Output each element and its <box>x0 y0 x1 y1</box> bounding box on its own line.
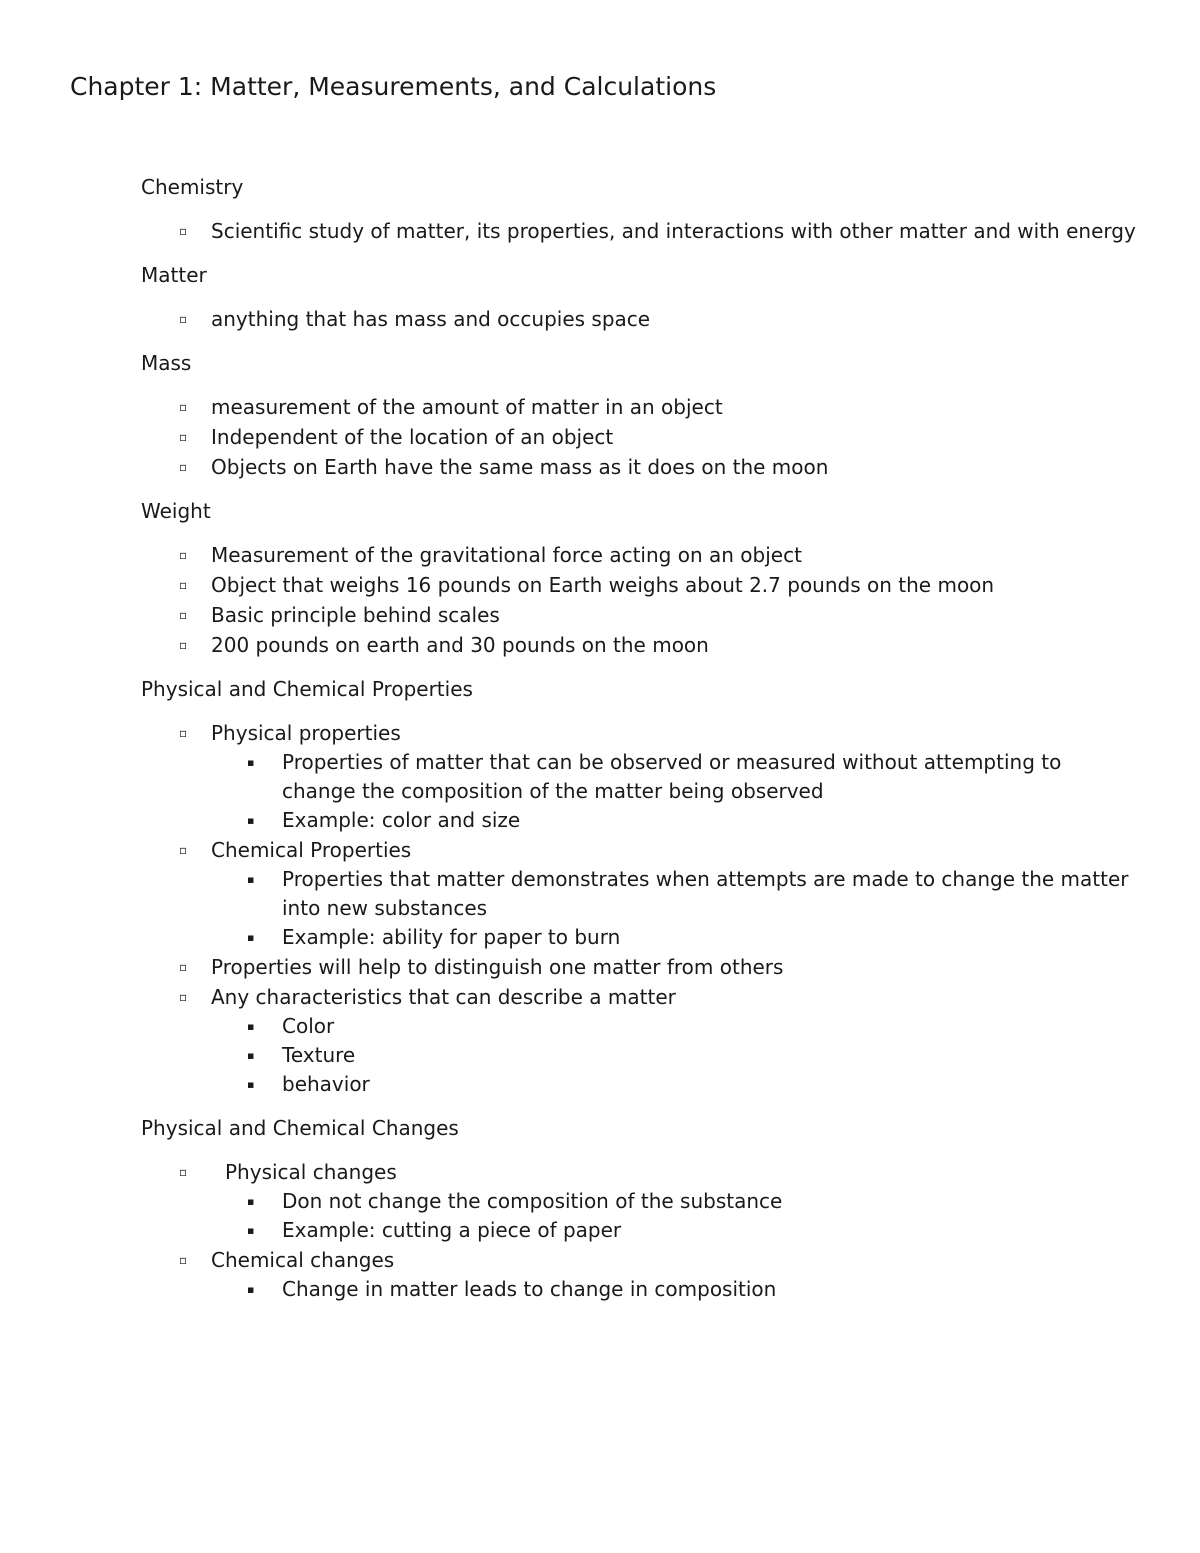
list-item-text: Objects on Earth have the same mass as it does on the moon <box>211 455 829 479</box>
sub-list-item <box>211 1216 1141 1245</box>
sub-list-item <box>211 1275 1141 1304</box>
square-bullet-icon: ▫ <box>179 638 188 652</box>
sub-list-item-text: Properties of matter that can be observed or measured without attempting to change the composition of the matter being observed <box>282 750 1062 803</box>
list-item <box>141 1245 1141 1304</box>
sub-list-item-text: Example: color and size <box>282 808 521 832</box>
list-item-text: Basic principle behind scales <box>211 603 500 627</box>
list-item <box>141 392 1141 422</box>
section-matter <box>141 260 1141 334</box>
section-chemistry <box>141 172 1141 246</box>
filled-square-bullet-icon: ▪ <box>247 814 255 827</box>
sub-list-item <box>211 865 1141 923</box>
sub-list-item-text: Properties that matter demonstrates when attempts are made to change the matter into new substances <box>282 867 1129 920</box>
sub-list-item-text: Color <box>282 1014 335 1038</box>
list-item-text: Object that weighs 16 pounds on Earth weighs about 2.7 pounds on the moon <box>211 573 995 597</box>
list-item <box>141 835 1141 952</box>
sub-list-item-text: Change in matter leads to change in composition <box>282 1277 777 1301</box>
list-item <box>141 304 1141 334</box>
bullet-list <box>141 216 1141 246</box>
sub-bullet-list <box>211 1187 1141 1245</box>
square-bullet-icon: ▫ <box>179 726 188 740</box>
list-item <box>141 216 1141 246</box>
sub-list-item <box>211 923 1141 952</box>
section-weight <box>141 496 1141 660</box>
square-bullet-icon: ▫ <box>179 843 188 857</box>
filled-square-bullet-icon: ▪ <box>247 1283 255 1296</box>
list-item-text: Scientific study of matter, its properties, and interactions with other matter and with energy <box>211 219 1136 243</box>
bullet-list <box>141 392 1141 482</box>
list-item <box>141 630 1141 660</box>
sub-list-item <box>211 1041 1141 1070</box>
sub-list-item-text: Texture <box>282 1043 356 1067</box>
filled-square-bullet-icon: ▪ <box>247 1078 255 1091</box>
sub-bullet-list <box>211 748 1141 835</box>
document-body <box>141 172 1141 1318</box>
square-bullet-icon: ▫ <box>179 1253 188 1267</box>
sub-list-item-text: behavior <box>282 1072 370 1096</box>
section-heading: Mass <box>141 351 192 375</box>
filled-square-bullet-icon: ▪ <box>247 1049 255 1062</box>
list-item-text: Chemical changes <box>211 1248 395 1272</box>
sub-list-item <box>211 1070 1141 1099</box>
bullet-list <box>141 540 1141 660</box>
square-bullet-icon: ▫ <box>179 548 188 562</box>
bullet-list <box>141 304 1141 334</box>
square-bullet-icon: ▫ <box>179 400 188 414</box>
section-heading: Physical and Chemical Changes <box>141 1116 459 1140</box>
list-item-text: Independent of the location of an object <box>211 425 614 449</box>
sub-bullet-list <box>211 1012 1141 1099</box>
bullet-list <box>141 718 1141 1099</box>
section-mass <box>141 348 1141 482</box>
square-bullet-icon: ▫ <box>179 224 188 238</box>
sub-list-item <box>211 1012 1141 1041</box>
list-item <box>141 540 1141 570</box>
square-bullet-icon: ▫ <box>179 608 188 622</box>
section-heading: Chemistry <box>141 175 244 199</box>
list-item-text: Physical changes <box>225 1160 397 1184</box>
list-item-text: measurement of the amount of matter in an object <box>211 395 723 419</box>
list-item <box>141 1157 1141 1245</box>
list-item-text: Chemical Properties <box>211 838 412 862</box>
sub-bullet-list <box>211 1275 1141 1304</box>
list-item-text: Any characteristics that can describe a matter <box>211 985 676 1009</box>
document-title: Chapter 1: Matter, Measurements, and Calculations <box>70 72 717 101</box>
square-bullet-icon: ▫ <box>179 578 188 592</box>
list-item <box>141 952 1141 982</box>
section-properties <box>141 674 1141 1099</box>
square-bullet-icon: ▫ <box>179 460 188 474</box>
sub-list-item <box>211 748 1141 806</box>
filled-square-bullet-icon: ▪ <box>247 1224 255 1237</box>
bullet-list <box>141 1157 1141 1304</box>
list-item-text: Measurement of the gravitational force acting on an object <box>211 543 802 567</box>
list-item-text: anything that has mass and occupies space <box>211 307 651 331</box>
list-item <box>141 718 1141 835</box>
square-bullet-icon: ▫ <box>179 990 188 1004</box>
square-bullet-icon: ▫ <box>179 1165 188 1179</box>
sub-list-item-text: Don not change the composition of the substance <box>282 1189 783 1213</box>
filled-square-bullet-icon: ▪ <box>247 1020 255 1033</box>
list-item-text: Properties will help to distinguish one matter from others <box>211 955 784 979</box>
square-bullet-icon: ▫ <box>179 312 188 326</box>
filled-square-bullet-icon: ▪ <box>247 873 255 886</box>
filled-square-bullet-icon: ▪ <box>247 931 255 944</box>
sub-bullet-list <box>211 865 1141 952</box>
section-heading: Matter <box>141 263 207 287</box>
list-item <box>141 452 1141 482</box>
sub-list-item <box>211 1187 1141 1216</box>
square-bullet-icon: ▫ <box>179 960 188 974</box>
section-heading: Physical and Chemical Properties <box>141 677 473 701</box>
list-item <box>141 422 1141 452</box>
square-bullet-icon: ▫ <box>179 430 188 444</box>
sub-list-item-text: Example: cutting a piece of paper <box>282 1218 622 1242</box>
filled-square-bullet-icon: ▪ <box>247 1195 255 1208</box>
list-item-text: 200 pounds on earth and 30 pounds on the moon <box>211 633 709 657</box>
list-item-text: Physical properties <box>211 721 401 745</box>
section-changes <box>141 1113 1141 1304</box>
filled-square-bullet-icon: ▪ <box>247 756 255 769</box>
sub-list-item-text: Example: ability for paper to burn <box>282 925 621 949</box>
list-item <box>141 982 1141 1099</box>
list-item <box>141 570 1141 600</box>
sub-list-item <box>211 806 1141 835</box>
list-item <box>141 600 1141 630</box>
section-heading: Weight <box>141 499 211 523</box>
